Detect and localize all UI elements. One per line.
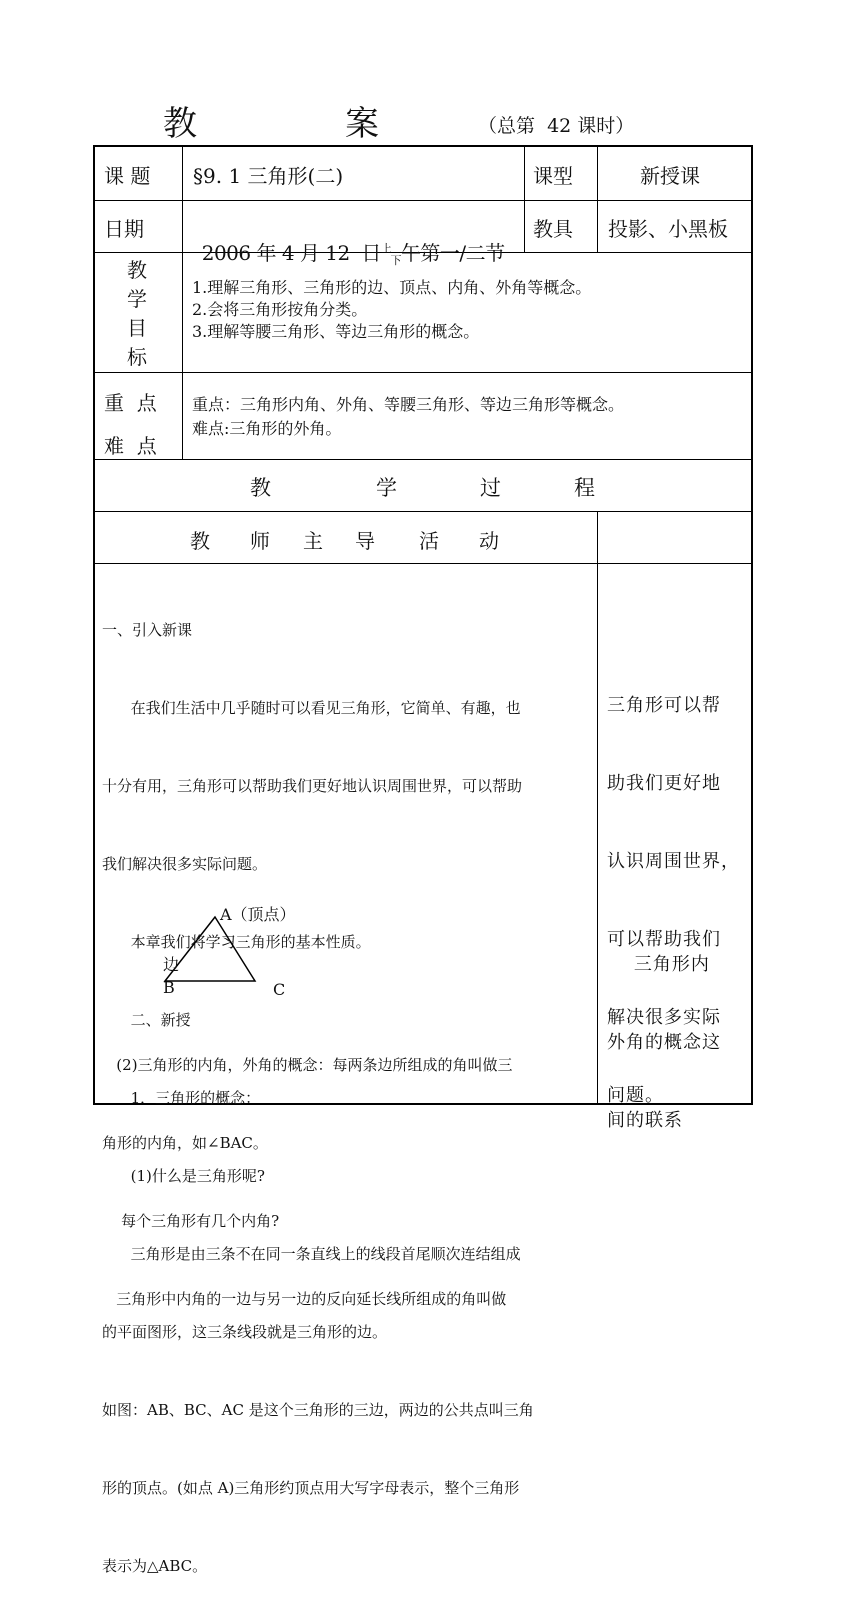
row-divider <box>93 511 753 512</box>
row-divider <box>93 200 753 201</box>
header-jiao: 教 <box>163 104 197 144</box>
header-an: 案 <box>345 104 379 144</box>
activity-char: 动 <box>479 529 499 553</box>
goal-item: 1.理解三角形、三角形的边、顶点、内角、外角等概念。 <box>192 278 592 297</box>
vertex-a-label: A（顶点） <box>220 905 296 924</box>
side-note-2 <box>607 900 721 1160</box>
difficulty-text: 难点:三角形的外角。 <box>192 419 342 438</box>
content-line: (1)什么是三角形呢? <box>102 1167 265 1185</box>
type-value: 新授课 <box>640 164 700 188</box>
date-text: 2006 年 4 月 12 日 <box>201 241 381 265</box>
col-divider <box>182 145 183 459</box>
goals-list <box>192 277 591 343</box>
date-up: 上 <box>380 242 392 255</box>
content-line: 角形的内角，如∠BAC。 <box>102 1134 268 1152</box>
side-note-line: 问题。 <box>607 1085 664 1106</box>
side-note-line: 认识周围世界， <box>607 851 740 872</box>
topic-label: 课 题 <box>104 164 151 188</box>
content-line: 一、引入新课 <box>102 621 193 639</box>
goals-label-char: 标 <box>127 345 147 369</box>
goals-label-char: 学 <box>127 287 147 311</box>
side-note-line: 解决很多实际 <box>607 1007 721 1028</box>
key-text: 重点：三角形内角、外角、等腰三角形、等边三角形等概念。 <box>192 395 625 414</box>
tools-label: 教具 <box>533 217 573 241</box>
content-line: 三角形中内角的一边与另一边的反向延长线所组成的角叫做 <box>102 1290 507 1308</box>
content-line: (2)三角形的内角，外角的概念：每两条边所组成的角叫做三 <box>102 1056 513 1074</box>
difficulty-label: 难 点 <box>104 434 157 458</box>
content-line: 二、新授 <box>102 1011 191 1029</box>
side-note-line: 外角的概念这 <box>607 1032 721 1053</box>
side-note-line: 可以帮助我们 <box>607 929 721 950</box>
activity-char: 主 <box>303 529 323 553</box>
process-char: 学 <box>376 476 397 500</box>
goals-label <box>127 256 147 372</box>
content-line: 在我们生活中几乎随时可以看见三角形，它简单、有趣，也 <box>102 699 521 717</box>
content-line: 的平面图形，这三条线段就是三角形的边。 <box>102 1323 388 1341</box>
side-note-line: 助我们更好地 <box>607 773 721 794</box>
vertex-b-label: B <box>163 978 175 997</box>
content-line: 三角形是由三条不在同一条直线上的线段首尾顺次连结组成 <box>102 1245 521 1263</box>
content-line: 表示为△ABC。 <box>102 1557 208 1575</box>
process-char: 教 <box>250 476 271 500</box>
content-line: 1．三角形的概念： <box>102 1089 261 1107</box>
topic-value: §9. 1 三角形(二) <box>193 164 344 188</box>
lesson-content-continued <box>102 1000 594 1338</box>
content-line: 本章我们将学习三角形的基本性质。 <box>102 933 371 951</box>
process-char: 过 <box>480 476 501 500</box>
row-divider <box>93 563 753 564</box>
vertex-c-label: C <box>273 980 286 999</box>
col-divider <box>597 511 598 1105</box>
content-line: 如图：AB、BC、AC 是这个三角形的三边，两边的公共点叫三角 <box>102 1401 534 1419</box>
date-down: 下 <box>390 254 401 267</box>
col-divider <box>597 145 598 252</box>
content-line: 每个三角形有几个内角? <box>102 1212 280 1230</box>
content-line: 我们解决很多实际问题。 <box>102 855 268 873</box>
goal-item: 2.会将三角形按角分类。 <box>192 300 368 319</box>
type-label: 课型 <box>533 164 573 188</box>
date-label: 日期 <box>104 217 144 241</box>
edge-label: 边 <box>163 955 180 974</box>
process-char: 程 <box>574 476 595 500</box>
goals-label-char: 教 <box>127 258 147 282</box>
activity-char: 导 <box>355 529 375 553</box>
activity-char: 教 <box>190 529 210 553</box>
row-divider <box>93 372 753 373</box>
side-note-line: 三角形可以帮 <box>607 695 721 716</box>
goal-item: 3.理解等腰三角形、等边三角形的概念。 <box>192 322 480 341</box>
activity-char: 活 <box>419 529 439 553</box>
side-note-line: 间的联系 <box>607 1110 683 1131</box>
side-note-line: 三角形内 <box>607 954 710 975</box>
row-divider <box>93 459 753 460</box>
content-line: 十分有用，三角形可以帮助我们更好地认识周围世界，可以帮助 <box>102 777 523 795</box>
lesson-count: （总第 42 课时） <box>478 115 635 137</box>
tools-value: 投影、小黑板 <box>608 217 728 241</box>
goals-label-char: 目 <box>127 316 147 340</box>
activity-char: 师 <box>250 529 270 553</box>
key-label: 重 点 <box>104 391 157 415</box>
date-value <box>190 213 505 266</box>
content-line: 形的顶点。(如点 A)三角形约顶点用大写字母表示，整个三角形 <box>102 1479 520 1497</box>
date-tail: 午第一/二节 <box>400 241 505 265</box>
col-divider <box>524 145 525 252</box>
